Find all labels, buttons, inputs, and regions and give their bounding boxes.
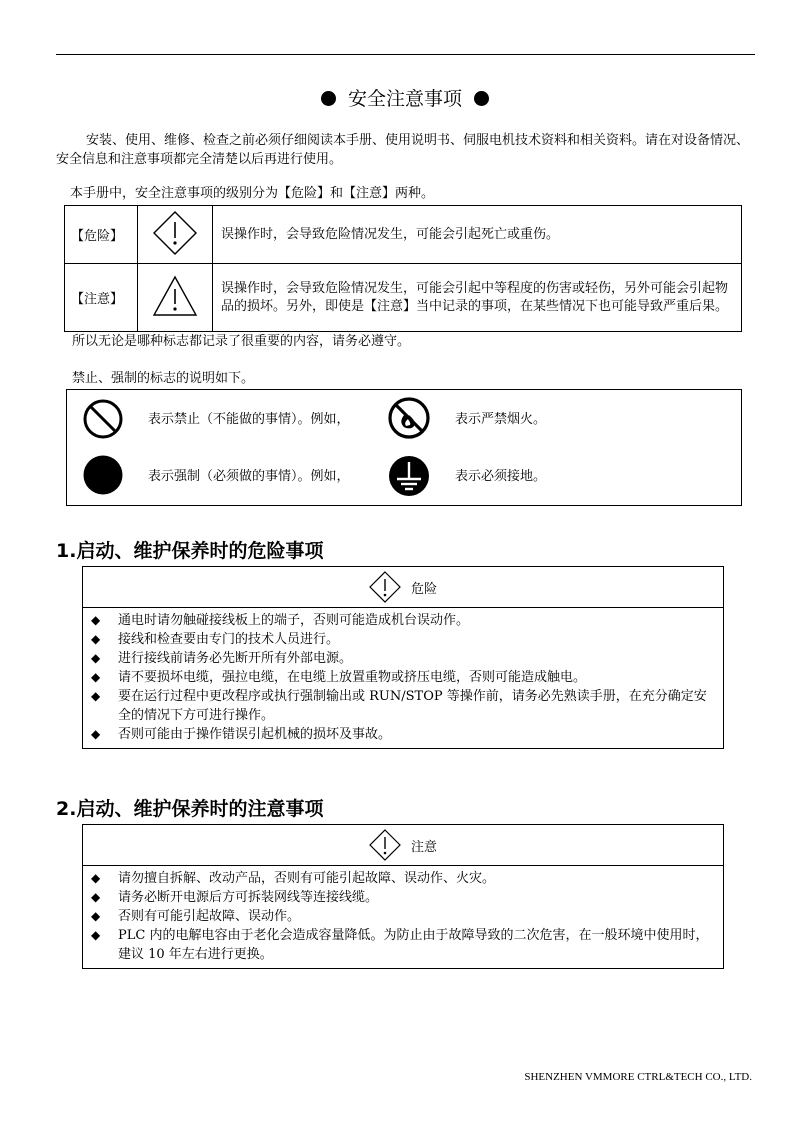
caution-triangle-icon: [151, 274, 199, 318]
diamond-bullet-icon: ◆: [91, 632, 101, 646]
caution-list: [83, 866, 723, 968]
danger-diamond-icon: [152, 210, 198, 256]
symbols-intro: 禁止、强制的标志的说明如下。: [72, 371, 255, 386]
danger-box-header: [83, 567, 723, 608]
list-item: ◆ 通电时请勿触碰接线板上的端子，否则可能造成机台误动作。: [91, 613, 470, 628]
section1-heading: 1.启动、维护保养时的危险事项: [56, 540, 324, 562]
danger-box: [82, 566, 724, 749]
footer-company: SHENZHEN VMMORE CTRL&TECH CO., LTD.: [524, 1071, 752, 1083]
diamond-bullet-icon: ◆: [91, 871, 101, 885]
list-item: ◆ 接线和检查要由专门的技术人员进行。: [91, 632, 340, 647]
prohibit-icon: [82, 398, 124, 440]
levels-table: [64, 205, 742, 332]
diamond-bullet-icon: ◆: [91, 928, 101, 942]
list-item: ◆ 请不要损坏电缆，强拉电缆，在电缆上放置重物或挤压电缆，否则可能造成触电。: [91, 670, 587, 685]
prohibit-text: 表示禁止（不能做的事情）。例如，: [148, 412, 350, 427]
no-fire-icon: [387, 396, 431, 440]
diamond-bullet-icon: ◆: [91, 651, 101, 665]
diamond-bullet-icon: ◆: [91, 689, 101, 703]
mandatory-icon: [82, 454, 124, 496]
levels-intro: 本手册中，安全注意事项的级别分为【危险】和【注意】两种。: [70, 186, 435, 201]
danger-diamond-icon: [369, 571, 401, 603]
diamond-bullet-icon: ◆: [91, 670, 101, 684]
danger-list: [83, 608, 723, 748]
symbols-box: [66, 389, 742, 506]
diamond-bullet-icon: ◆: [91, 613, 101, 627]
bullet-dot-icon: [321, 91, 336, 106]
level-label: 【注意】: [65, 264, 138, 332]
diamond-bullet-icon: ◆: [91, 890, 101, 904]
diamond-bullet-icon: ◆: [91, 909, 101, 923]
page-title: 安全注意事项: [0, 84, 810, 111]
top-rule: [56, 54, 755, 55]
caution-box-title: 注意: [410, 839, 437, 855]
diamond-bullet-icon: ◆: [91, 727, 101, 741]
list-item: ◆ 要在运行过程中更改程序或执行强制输出或 RUN/STOP 等操作前，请务必先熟读手册，在充分确定安全的情况下方可进行操作。: [91, 689, 707, 723]
list-item: ◆ 否则可能由于操作错误引起机械的损坏及事故。: [91, 727, 392, 742]
level-label: 【危险】: [65, 206, 138, 264]
after-levels-note: 所以无论是哪种标志都记录了很重要的内容，请务必遵守。: [72, 334, 411, 349]
mandatory-text: 表示强制（必须做的事情）。例如，: [148, 469, 350, 484]
list-item: ◆ 请务必断开电源后方可拆装网线等连接线缆。: [91, 890, 379, 905]
list-item: ◆ PLC 内的电解电容由于老化会造成容量降低。为防止由于故障导致的二次危害，在一般环境中使用时，建议 10 年左右进行更换。: [91, 928, 709, 962]
section2-heading: 2.启动、维护保养时的注意事项: [56, 798, 324, 820]
list-item: ◆ 否则有可能引起故障、误动作。: [91, 909, 301, 924]
intro-paragraph: 安装、使用、维修、检查之前必须仔细阅读本手册、使用说明书、伺服电机技术资料和相关资料。请在对设备情况、安全信息和注意事项都完全清楚以后再进行使用。: [56, 133, 750, 167]
mandatory-example: 表示必须接地。: [455, 469, 547, 484]
caution-box: [82, 824, 724, 969]
list-item: ◆ 进行接线前请务必先断开所有外部电源。: [91, 651, 353, 666]
caution-box-header: [83, 825, 723, 866]
ground-icon: [387, 454, 431, 498]
danger-diamond-icon: [369, 829, 401, 861]
danger-box-title: 危险: [410, 581, 437, 597]
level-text: 误操作时，会导致危险情况发生，可能会引起死亡或重伤。: [213, 206, 742, 264]
bullet-dot-icon: [474, 91, 489, 106]
list-item: ◆ 请勿擅自拆解、改动产品，否则有可能引起故障、误动作、火灾。: [91, 871, 496, 886]
level-text: 误操作时，会导致危险情况发生，可能会引起中等程度的伤害或轻伤，另外可能会引起物品的损坏。另外，即使是【注意】当中记录的事项，在某些情况下也可能导致严重后果。: [213, 264, 742, 332]
level-row-caution: [65, 264, 742, 332]
level-row-danger: [65, 206, 742, 264]
prohibit-example: 表示严禁烟火。: [455, 412, 547, 427]
